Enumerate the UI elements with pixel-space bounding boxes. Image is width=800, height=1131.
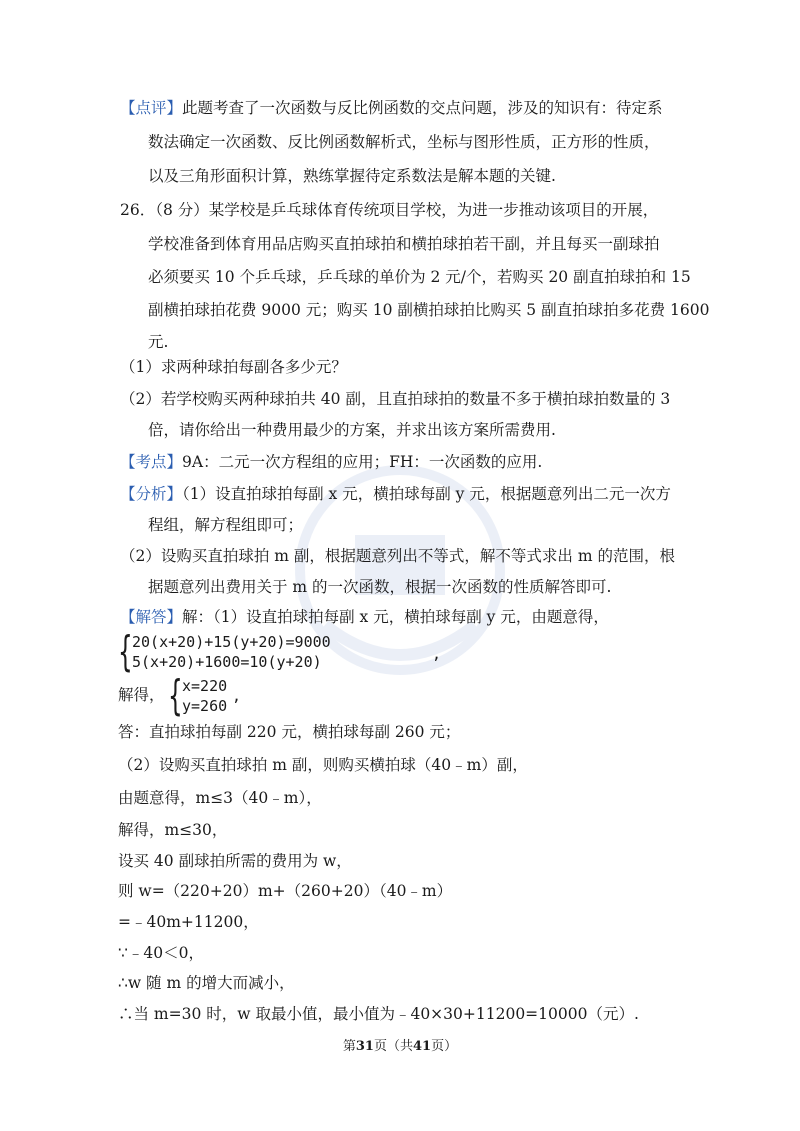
- equation-1: 20(x+20)+15(y+20)=9000: [132, 633, 331, 651]
- step-2: （2）设购买直拍球拍 m 副，则购买横拍球（40﹣m）副，: [118, 756, 528, 774]
- comment-line-3: 以及三角形面积计算，熟练掌握待定系数法是解本题的关键.: [148, 167, 556, 185]
- question-line-5: 元.: [148, 333, 169, 351]
- step-9: ∴w 随 m 的增大而减小，: [118, 974, 295, 992]
- comment-line-1: 【点评】此题考查了一次函数与反比例函数的交点问题，涉及的知识有：待定系: [120, 99, 663, 117]
- step-1: 答：直拍球拍每副 220 元，横拍球每副 260 元；: [118, 723, 461, 741]
- question-line-3: 必须要买 10 个乒乓球，乒乓球的单价为 2 元/个，若购买 20 副直拍球拍和 15: [148, 268, 691, 286]
- page-total: 41: [413, 1039, 432, 1054]
- fenxi-tag: 【分析】: [120, 485, 183, 503]
- step-5: 设买 40 副球拍所需的费用为 w，: [118, 852, 352, 870]
- system-comma: ,: [432, 645, 442, 663]
- question-part-2-line-2: 倍，请你给出一种费用最少的方案，并求出该方案所需费用.: [148, 421, 556, 439]
- question-line-4: 副横拍球拍花费 9000 元；购买 10 副横拍球拍比购买 5 副直拍球拍多花费 1600: [148, 301, 710, 319]
- fenxi-line-4: 据题意列出费用关于 m 的一次函数，根据一次函数的性质解答即可.: [148, 578, 612, 596]
- solve-label: 解得，: [118, 686, 165, 704]
- step-3: 由题意得，m≤3（40﹣m），: [118, 789, 322, 807]
- step-8: ∵﹣40＜0，: [118, 944, 204, 962]
- step-6: 则 w=（220+20）m+（260+20）（40﹣m）: [118, 882, 453, 900]
- question-line-2: 学校准备到体育用品店购买直拍球拍和横拍球拍若干副，并且每买一副球拍: [148, 235, 660, 253]
- comment-line-2: 数法确定一次函数、反比例函数解析式，坐标与图形性质，正方形的性质，: [148, 133, 660, 151]
- left-brace: {: [118, 627, 133, 676]
- step-7: =﹣40m+11200，: [118, 913, 259, 931]
- comment-tag: 【点评】: [120, 99, 183, 117]
- solution-x: x=220: [182, 677, 228, 695]
- solution-comma: ,: [232, 687, 242, 705]
- fenxi-line-2: 程组，解方程组即可；: [148, 516, 304, 534]
- question-part-2-line-1: （2）若学校购买两种球拍共 40 副，且直拍球拍的数量不多于横拍球拍数量的 3: [120, 390, 671, 408]
- page-footer: 第31页（共41页）: [342, 1039, 458, 1054]
- solution-y: y=260: [182, 697, 228, 715]
- question-line-1: 26．（8 分）某学校是乒乓球体育传统项目学校，为进一步推动该项目的开展，: [120, 201, 659, 219]
- fenxi-line-3: （2）设购买直拍球拍 m 副，根据题意列出不等式，解不等式求出 m 的范围，根: [120, 547, 675, 565]
- jieda-tag: 【解答】: [120, 608, 183, 626]
- step-4: 解得，m≤30，: [118, 821, 228, 839]
- fenxi-line-1: 【分析】（1）设直拍球拍每副 x 元，横拍球每副 y 元，根据题意列出二元一次方: [120, 485, 671, 503]
- page-number: 31: [355, 1039, 374, 1054]
- kaodian-line: 【考点】9A：二元一次方程组的应用；FH：一次函数的应用.: [120, 453, 543, 471]
- question-part-1: （1）求两种球拍每副各多少元？: [120, 358, 347, 376]
- jieda-intro: 【解答】解：（1）设直拍球拍每副 x 元，横拍球每副 y 元，由题意得，: [120, 608, 609, 626]
- solution-brace: {: [168, 671, 183, 720]
- kaodian-tag: 【考点】: [120, 453, 183, 471]
- step-10: ∴当 m=30 时，w 取最小值，最小值为﹣40×30+11200=10000（元）.: [118, 1005, 639, 1023]
- equation-2: 5(x+20)+1600=10(y+20): [132, 653, 322, 671]
